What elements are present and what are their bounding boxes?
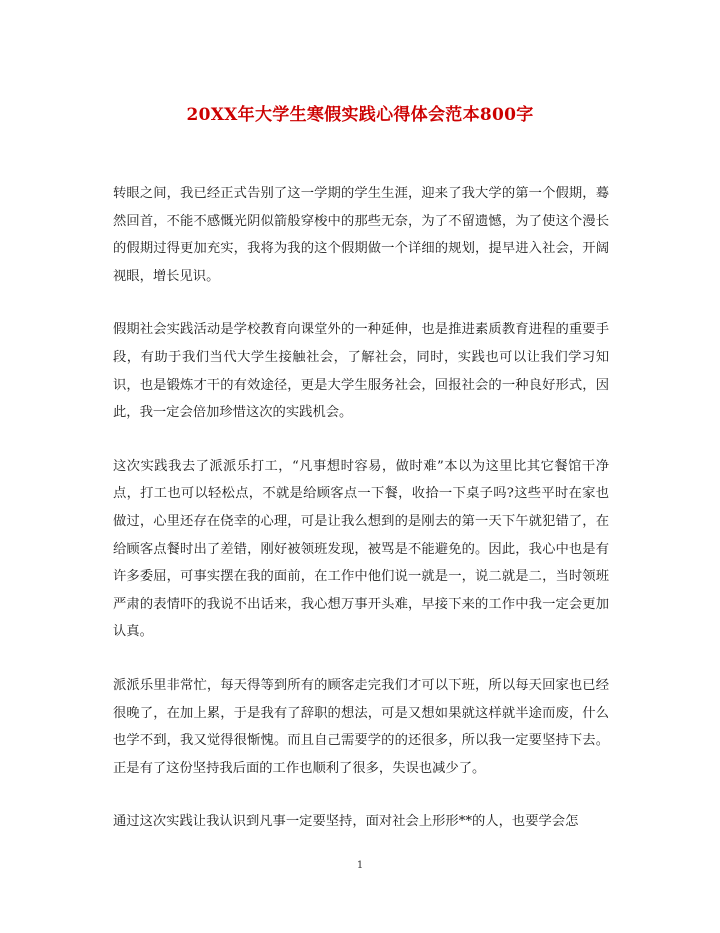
document-title: 20XX年大学生寒假实践心得体会范本800字 (186, 105, 534, 125)
document-body (113, 180, 609, 836)
paragraph: 转眼之间，我已经正式告别了这一学期的学生生涯，迎来了我大学的第一个假期，蓦然回首，不能不感慨光阴似箭般穿梭中的那些无奈，为了不留遗憾，为了使这个漫长的假期过得更加充实，我将为我的这个假期做一个详细的规划，提早进入社会，开阔视眼，增长见识。 (113, 186, 609, 284)
page-number: 1 (356, 860, 364, 871)
paragraph: 派派乐里非常忙，每天得等到所有的顾客走完我们才可以下班，所以每天回家也已经很晚了，在加上累，于是我有了辞职的想法，可是又想如果就这样就半途而废，什么也学不到，我又觉得很惭愧。而且自己需要学的的还很多，所以我一定要坚持下去。正是有了这份坚持我后面的工作也顺利了很多，失误也减少了。 (113, 677, 609, 776)
paragraph: 这次实践我去了派派乐打工，“凡事想时容易，做时难”本以为这里比其它餐馆干净点，打工也可以轻松点，不就是给顾客点一下餐，收拾一下桌子吗?这些平时在家也做过，心里还存在侥幸的心理，可是让我么想到的是刚去的第一天下午就犯错了，在给顾客点餐时出了差错，刚好被领班发现，被骂是不能避免的。因此，我心中也是有许多委屈，可事实摆在我的面前，在工作中他们说一就是一，说二就是二，当时领班严肃的表情吓的我说不出话来，我心想万事开头难，早接下来的工作中我一定会更加认真。 (113, 458, 609, 640)
paragraph: 假期社会实践活动是学校教育向课堂外的一种延伸，也是推进素质教育进程的重要手段，有助于我们当代大学生接触社会，了解社会，同时，实践也可以让我们学习知识，也是锻炼才干的有效途径，更是大学生服务社会，回报社会的一种良好形式，因此，我一定会倍加珍惜这次的实践机会。 (113, 322, 609, 421)
paragraph: 通过这次实践让我认识到凡事一定要坚持，面对社会上形形**的人，也要学会怎 (113, 814, 579, 830)
